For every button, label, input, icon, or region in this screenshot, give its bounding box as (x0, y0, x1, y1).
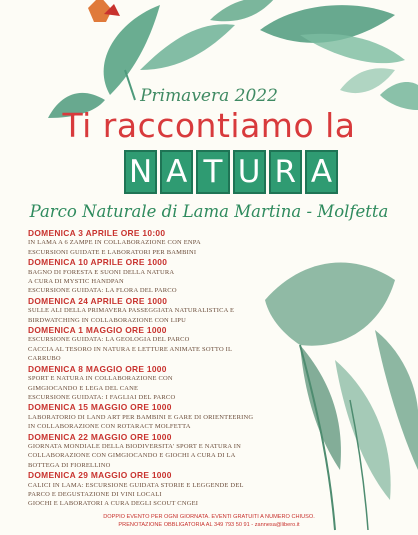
event-date: DOMENICA 3 APRILE ORE 10:00 (28, 228, 166, 238)
event-item (28, 470, 328, 509)
event-description: SULLE ALI DELLA PRIMAVERA PASSEGGIATA NATURALISTICA E (28, 307, 235, 315)
season-subtitle: Primavera 2022 (140, 86, 278, 106)
event-list (28, 228, 328, 509)
event-description: BOTTEGA DI FIORELLINO (28, 461, 111, 469)
event-date: DOMENICA 29 MAGGIO ORE 1000 (28, 470, 172, 481)
venue-title: Parco Naturale di Lama Martina - Molfetta (29, 202, 389, 221)
event-date: DOMENICA 15 MAGGIO ORE 1000 (28, 402, 172, 413)
event-item (28, 296, 328, 325)
event-description: SPORT E NATURA IN COLLABORAZIONE CON (28, 375, 173, 383)
natura-letter: R (269, 150, 302, 194)
natura-letter: A (305, 150, 338, 194)
event-description: CALICI IN LAMA: ESCURSIONE GUIDATA STORIE E LEGGENDE DEL (28, 481, 244, 489)
event-description: BAGNO DI FORESTA E SUONI DELLA NATURA (28, 268, 175, 276)
event-date: DOMENICA 8 MAGGIO ORE 1000 (28, 363, 167, 374)
event-description: ESCURSIONE GUIDATA: I FAGLIAI DEL PARCO (28, 393, 176, 401)
event-description: BIRDWATCHING IN COLLABORAZIONE CON LIPU (28, 316, 187, 324)
event-description: ESCURSIONE GUIDATA: LA FLORA DEL PARCO (28, 287, 177, 295)
natura-letter: A (160, 150, 193, 194)
event-description: CACCIA AL TESORO IN NATURA E LETTURE ANIMATE SOTTO IL (28, 345, 233, 353)
event-description: COLLABORAZIONE CON GIMGIOCANDO E GIOCHI A CURA DI LA (28, 452, 236, 460)
event-description: GIMGIOCANDO E LEGA DEL CANE (28, 384, 139, 392)
natura-letter: N (124, 150, 157, 194)
event-description: CARRUBO (28, 355, 61, 363)
event-item (28, 228, 328, 257)
event-description: IN COLLABORAZIONE CON ROTARACT MOLFETTA (28, 423, 191, 431)
event-item (28, 257, 328, 296)
event-date: DOMENICA 1 MAGGIO ORE 1000 (28, 325, 167, 336)
event-date: DOMENICA 10 APRILE ORE 1000 (28, 257, 168, 268)
event-description: ESCURSIONE GUIDATA: LA GEOLOGIA DEL PARCO (28, 336, 190, 344)
event-description: GIOCHI E LABORATORI A CURA DEGLI SCOUT CNGEI (28, 500, 199, 508)
footer-line: PRENOTAZIONE OBBLIGATORIA AL 349 793 50 91 - zannesa@libero.it (118, 522, 300, 528)
event-date: DOMENICA 22 MAGGIO ORE 1000 (28, 431, 172, 442)
event-item (28, 325, 328, 364)
event-description: A CURA DI MYSTIC HANDPAN (28, 278, 124, 286)
footer-note (0, 513, 418, 529)
headline: Ti raccontiamo la (62, 106, 356, 145)
event-description: GIORNATA MONDIALE DELLA BIODIVERSITA' SPORT E NATURA IN (28, 442, 242, 450)
event-date: DOMENICA 24 APRILE ORE 1000 (28, 295, 168, 306)
natura-letter: U (233, 150, 266, 194)
event-description: LABORATORIO DI LAND ART PER BAMBINI E GARE DI ORIENTEERING (28, 413, 254, 421)
event-item (28, 402, 328, 431)
natura-letter: T (196, 150, 229, 194)
footer-line: DOPPIO EVENTO PER OGNI GIORNATA. EVENTI GRATUITI A NUMERO CHIUSO. (103, 514, 315, 520)
event-item (28, 432, 328, 471)
event-description: PARCO E DEGUSTAZIONE DI VINI LOCALI (28, 490, 162, 498)
event-description: ESCURSIONI GUIDATE E LABORATORI PER BAMBINI (28, 248, 197, 256)
event-description: IN LAMA A 6 ZAMPE IN COLLABORAZIONE CON ENPA (28, 239, 201, 247)
natura-title (124, 150, 338, 194)
event-item (28, 364, 328, 403)
